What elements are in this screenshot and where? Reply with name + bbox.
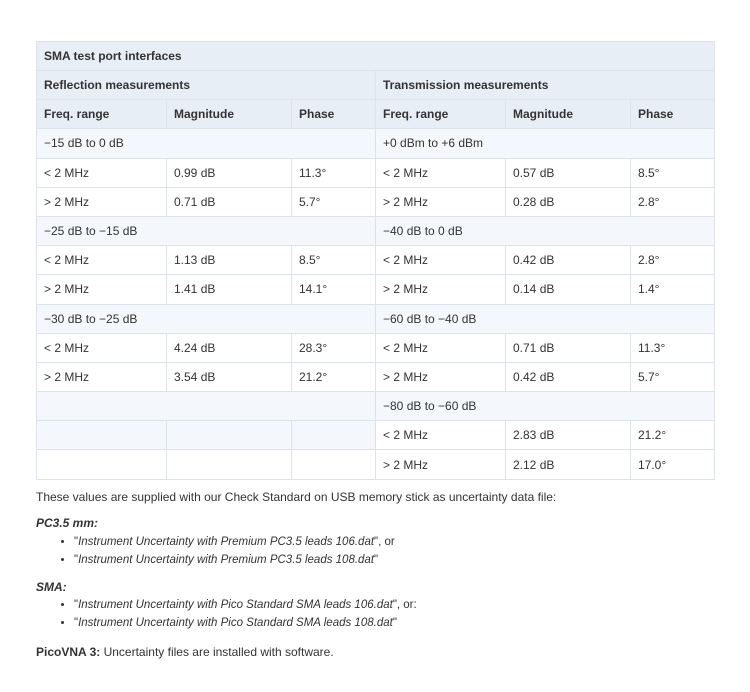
sma-file-list (36, 596, 417, 632)
phase-cell: 2.8° (631, 246, 715, 275)
table-row (37, 421, 715, 450)
file-name: Instrument Uncertainty with Premium PC3.5 leads 106.dat (78, 536, 375, 548)
table-row (37, 187, 715, 216)
magnitude-cell: 0.71 dB (506, 333, 631, 362)
freq-range-cell: > 2 MHz (376, 187, 506, 216)
freq-range-cell (37, 421, 167, 450)
freq-range-cell: < 2 MHz (376, 333, 506, 362)
phase-cell: 2.8° (631, 187, 715, 216)
file-name: Instrument Uncertainty with Pico Standard SMA leads 106.dat (78, 599, 393, 611)
freq-range-cell: > 2 MHz (376, 275, 506, 304)
list-item: • "Instrument Uncertainty with Premium PC3.5 leads 108.dat" (74, 551, 395, 569)
header-magnitude: Magnitude (167, 100, 292, 129)
freq-range-cell: < 2 MHz (376, 246, 506, 275)
magnitude-cell: 0.28 dB (506, 187, 631, 216)
magnitude-cell: 0.71 dB (167, 187, 292, 216)
freq-range-cell: > 2 MHz (376, 450, 506, 479)
reflection-range: −15 dB to 0 dB (37, 129, 376, 158)
freq-range-cell: > 2 MHz (37, 275, 167, 304)
group-reflection: Reflection measurements (37, 71, 376, 100)
list-item-suffix: ", or (374, 536, 395, 548)
list-item-suffix: ", or: (392, 599, 417, 611)
pc35-file-list (36, 533, 395, 569)
magnitude-cell: 2.12 dB (506, 450, 631, 479)
phase-cell: 8.5° (631, 158, 715, 187)
sma-uncertainty-table (36, 41, 715, 480)
magnitude-cell: 1.41 dB (167, 275, 292, 304)
magnitude-cell (167, 450, 292, 479)
table-row (37, 450, 715, 479)
freq-range-cell: < 2 MHz (376, 421, 506, 450)
transmission-range: −60 dB to −40 dB (376, 304, 715, 333)
group-transmission: Transmission measurements (376, 71, 715, 100)
list-item: • "Instrument Uncertainty with Pico Standard SMA leads 106.dat", or: (74, 596, 417, 614)
phase-cell: 11.3° (292, 158, 376, 187)
phase-cell (292, 421, 376, 450)
phase-cell: 1.4° (631, 275, 715, 304)
phase-cell: 21.2° (292, 362, 376, 391)
header-phase: Phase (292, 100, 376, 129)
picovna-label: PicoVNA 3: (36, 645, 101, 659)
magnitude-cell: 2.83 dB (506, 421, 631, 450)
table-row (37, 362, 715, 391)
phase-cell: 11.3° (631, 333, 715, 362)
transmission-range: +0 dBm to +6 dBm (376, 129, 715, 158)
transmission-range: −40 dB to 0 dB (376, 216, 715, 245)
freq-range-cell: < 2 MHz (37, 333, 167, 362)
header-magnitude: Magnitude (506, 100, 631, 129)
picovna-note (36, 645, 334, 659)
phase-cell: 21.2° (631, 421, 715, 450)
reflection-range: −30 dB to −25 dB (37, 304, 376, 333)
spec-table-container (36, 41, 714, 480)
reflection-range (37, 392, 376, 421)
freq-range-cell: > 2 MHz (37, 187, 167, 216)
freq-range-cell: < 2 MHz (37, 158, 167, 187)
range-band-row (37, 392, 715, 421)
transmission-range: −80 dB to −60 dB (376, 392, 715, 421)
header-freq-range: Freq. range (37, 100, 167, 129)
range-band-row (37, 129, 715, 158)
magnitude-cell: 0.42 dB (506, 362, 631, 391)
file-name: Instrument Uncertainty with Pico Standard SMA leads 108.dat (78, 617, 393, 629)
list-item: • "Instrument Uncertainty with Premium PC3.5 leads 106.dat", or (74, 533, 395, 551)
range-band-row (37, 216, 715, 245)
table-row (37, 246, 715, 275)
freq-range-cell: > 2 MHz (376, 362, 506, 391)
magnitude-cell: 0.42 dB (506, 246, 631, 275)
magnitude-cell: 4.24 dB (167, 333, 292, 362)
pc35-label: PC3.5 mm: (36, 516, 99, 530)
phase-cell: 5.7° (631, 362, 715, 391)
table-row (37, 333, 715, 362)
magnitude-cell (167, 421, 292, 450)
reflection-range: −25 dB to −15 dB (37, 216, 376, 245)
table-header-row (37, 100, 715, 129)
list-item-suffix: " (374, 554, 379, 566)
freq-range-cell: < 2 MHz (37, 246, 167, 275)
table-group-row (37, 71, 715, 100)
table-row (37, 158, 715, 187)
range-band-row (37, 304, 715, 333)
table-row (37, 275, 715, 304)
table-title: SMA test port interfaces (37, 42, 715, 71)
table-title-row (37, 42, 715, 71)
magnitude-cell: 0.14 dB (506, 275, 631, 304)
header-freq-range: Freq. range (376, 100, 506, 129)
magnitude-cell: 0.99 dB (167, 158, 292, 187)
list-item: • "Instrument Uncertainty with Pico Standard SMA leads 108.dat" (74, 614, 417, 632)
freq-range-cell (37, 450, 167, 479)
list-item-suffix: " (392, 617, 397, 629)
phase-cell: 14.1° (292, 275, 376, 304)
header-phase: Phase (631, 100, 715, 129)
freq-range-cell: > 2 MHz (37, 362, 167, 391)
magnitude-cell: 0.57 dB (506, 158, 631, 187)
magnitude-cell: 1.13 dB (167, 246, 292, 275)
data-file-note: These values are supplied with our Check Standard on USB memory stick as uncertainty data file: (36, 490, 557, 504)
phase-cell: 17.0° (631, 450, 715, 479)
phase-cell: 5.7° (292, 187, 376, 216)
phase-cell: 28.3° (292, 333, 376, 362)
picovna-text: Uncertainty files are installed with software. (100, 645, 334, 659)
phase-cell (292, 450, 376, 479)
freq-range-cell: < 2 MHz (376, 158, 506, 187)
magnitude-cell: 3.54 dB (167, 362, 292, 391)
phase-cell: 8.5° (292, 246, 376, 275)
sma-label: SMA: (36, 580, 67, 594)
file-name: Instrument Uncertainty with Premium PC3.5 leads 108.dat (78, 554, 375, 566)
